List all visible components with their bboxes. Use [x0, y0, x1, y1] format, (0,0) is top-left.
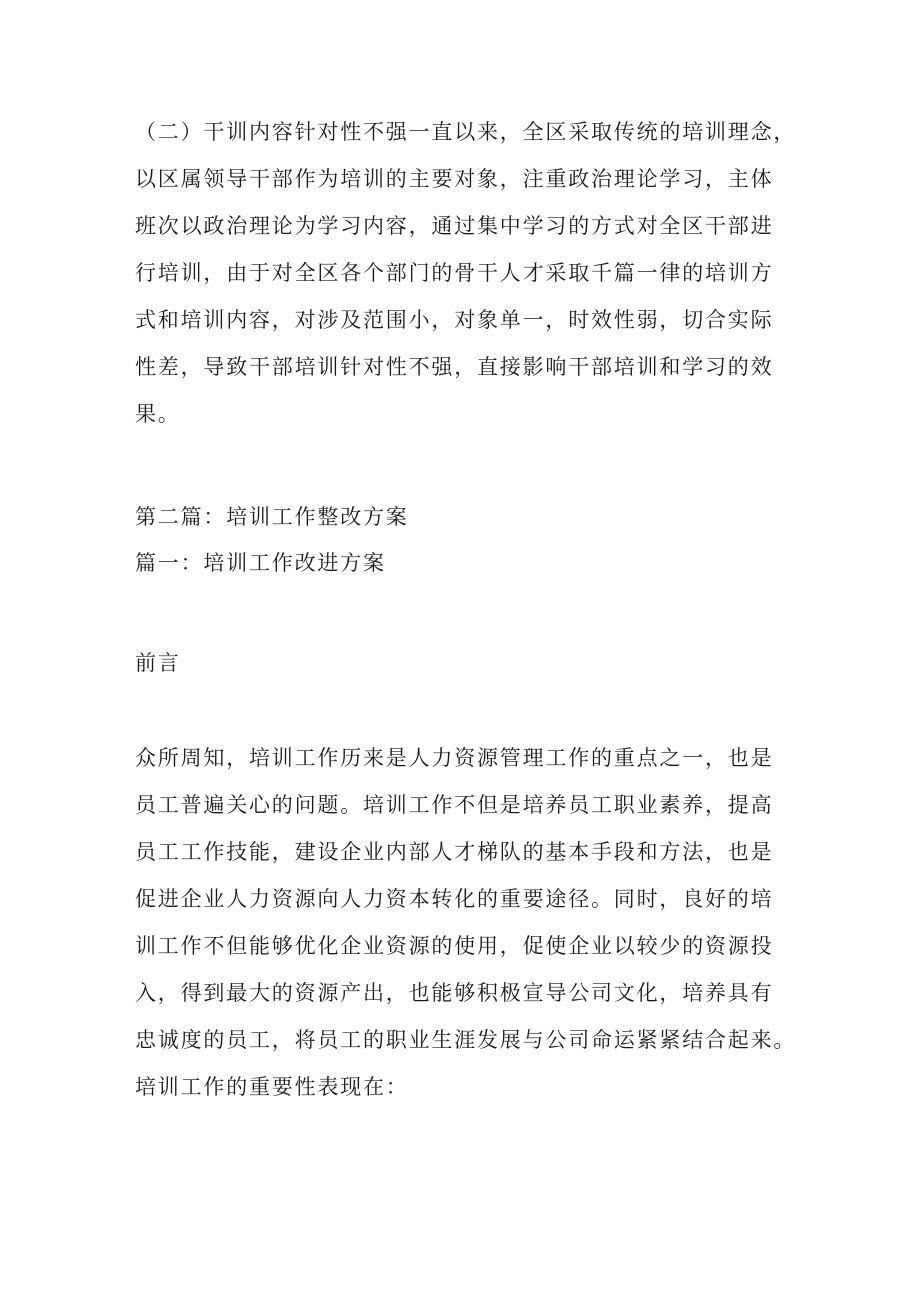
- paragraph-line: 众所周知，培训工作历来是人力资源管理工作的重点之一，也是: [135, 746, 774, 770]
- paragraph-line: 促进企业人力资源向人力资本转化的重要途径。同时，良好的培: [135, 887, 774, 911]
- paragraph-line: 性差，导致干部培训针对性不强，直接影响干部培训和学习的效: [135, 355, 774, 379]
- paragraph-line: 班次以政治理论为学习内容，通过集中学习的方式对全区干部进: [135, 214, 774, 238]
- paragraph-line: 入，得到最大的资源产出，也能够积极宣导公司文化，培养具有: [135, 981, 774, 1005]
- paragraph-preface-body: [135, 735, 795, 1111]
- paragraph-training-issue: [135, 109, 795, 438]
- paragraph-line: （二）干训内容针对性不强一直以来，全区采取传统的培训理念，: [135, 120, 797, 144]
- paragraph-line: 员工普遍关心的问题。培训工作不但是培养员工职业素养，提高: [135, 793, 774, 817]
- preface-title: 前言: [135, 651, 181, 675]
- paragraph-line: 式和培训内容，对涉及范围小，对象单一，时效性弱，切合实际: [135, 308, 774, 332]
- paragraph-line: 果。: [135, 402, 181, 426]
- paragraph-line: 行培训，由于对全区各个部门的骨干人才采取千篇一律的培训方: [135, 261, 774, 285]
- section-heading-article-one: 篇一：培训工作改进方案: [135, 551, 386, 575]
- section-heading-chapter-two: 第二篇：培训工作整改方案: [135, 505, 409, 529]
- paragraph-line: 以区属领导干部作为培训的主要对象，注重政治理论学习，主体: [135, 167, 774, 191]
- paragraph-line: 员工工作技能，建设企业内部人才梯队的基本手段和方法，也是: [135, 840, 774, 864]
- paragraph-line: 训工作不但能够优化企业资源的使用，促使企业以较少的资源投: [135, 934, 774, 958]
- paragraph-line: 培训工作的重要性表现在：: [135, 1075, 409, 1099]
- paragraph-line: 忠诚度的员工，将员工的职业生涯发展与公司命运紧紧结合起来。: [135, 1028, 797, 1052]
